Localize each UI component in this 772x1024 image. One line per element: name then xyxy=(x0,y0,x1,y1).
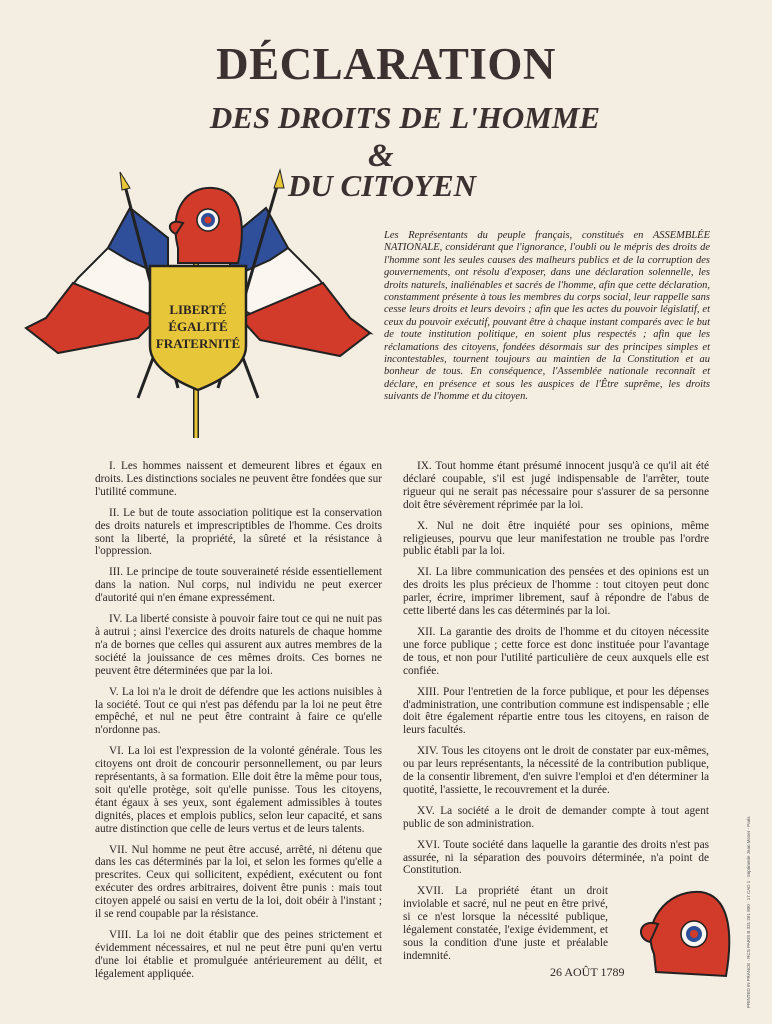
article-11: XI. La libre communication des pensées et des opinions est un des droits les plus précieux de l'homme : tout citoyen peut donc parler, écrire, imprimer librement, sauf à répondre de l'abus de cette liberté dans les cas déterminés par la loi. xyxy=(403,566,709,618)
shield-text-egalite: ÉGALITÉ xyxy=(168,319,228,334)
phrygian-cap-icon xyxy=(636,884,736,984)
article-13: XIII. Pour l'entretien de la force publique, et pour les dépenses d'administration, une contribution commune est indispensable ; elle doit être également répartie entre tous les citoyens, en raison de leurs facultés. xyxy=(403,685,709,737)
revolutionary-emblem xyxy=(18,168,378,448)
title-ampersand: & xyxy=(368,138,394,174)
article-8: VIII. La loi ne doit établir que des peines strictement et évidemment nécessaires, et nul ne peut être puni qu'en vertu d'une loi établie et promulguée antérieurement au délit, et légalement appliquée. xyxy=(95,929,382,980)
article-1: I. Les hommes naissent et demeurent libres et égaux en droits. Les distinctions sociales ne peuvent être fondées que sur l'utilité commune. xyxy=(95,460,382,498)
title-citoyen: DU CITOYEN xyxy=(288,168,477,203)
printer-note xyxy=(744,800,760,1010)
article-15: XV. La société a le droit de demander compte à tout agent public de son administration. xyxy=(403,804,709,830)
shield-text-fraternite: FRATERNITÉ xyxy=(155,336,241,351)
article-7: VII. Nul homme ne peut être accusé, arrêté, ni détenu que dans les cas déterminés par la loi, et selon les formes qu'elle a prescrites. Ceux qui sollicitent, expédient, exécutent ou font exécuter des ordres arbitraires, doivent être punis : mais tout citoyen appelé ou saisi en vertu de la loi, doit obéir à l'instant ; il se rend coupable par la résistance. xyxy=(95,843,382,921)
article-16: XVI. Toute société dans laquelle la garantie des droits n'est pas assurée, ni la séparation des pouvoirs déterminée, n'a point de Constitution. xyxy=(403,838,709,877)
article-6: VI. La loi est l'expression de la volonté générale. Tous les citoyens ont droit de concourir personnellement, ou par leurs représentants, à sa formation. Elle doit être la même pour tous, soit qu'elle protège, soit qu'elle punisse. Tous les citoyens, étant égaux à ses yeux, sont également admissibles à toutes dignités, places et emplois publics, selon leur capacité, et sans autre distinction que celle de leurs vertus et de leurs talents. xyxy=(95,745,382,835)
preamble: Les Représentants du peuple français, constitués en ASSEMBLÉE NATIONALE, considérant que l'ignorance, l'oubli ou le mépris des droits de l'homme sont les seules causes des malheurs publics et de la corruption des gouvernements, ont résolu d'exposer, dans une déclaration solennelle, les droits naturels, inaliénables et sacrés de l'homme, afin que cette déclaration, constamment présente à tous les membres du corps social, leur rappelle sans cesse leurs droits et leurs devoirs ; afin que les actes du pouvoir législatif, et ceux du pouvoir exécutif, pouvant être à chaque instant comparés avec le but de toute institution politique, en soient plus respectés ; afin que les réclamations des citoyens, fondées désormais sur des principes simples et incontestables, tournent toujours au maintien de la Constitution et au bonheur de tous. En conséquence, l'Assemblée nationale reconnaît et déclare, en présence et sous les auspices de l'Être suprême, les droits suivants de l'homme et du citoyen. xyxy=(384,230,710,403)
articles-left-column xyxy=(95,460,382,989)
article-14: XIV. Tous les citoyens ont le droit de constater par eux-mêmes, ou par leurs représentants, la nécessité de la contribution publique, de la consentir librement, d'en suivre l'emploi et d'en déterminer la quotité, l'assiette, le recouvrement et la durée. xyxy=(403,745,709,796)
title-droits-homme: DES DROITS DE L'HOMME xyxy=(209,100,601,135)
article-17: XVII. La propriété étant un droit inviolable et sacré, nul ne peut en être privé, si ce n'est lorsque la nécessité publique, légalement constatée, l'exige évidemment, et sous la condition d'une juste et préalable indemnité. xyxy=(403,885,608,962)
article-2: II. Le but de toute association politique est la conservation des droits naturels et imprescriptibles de l'homme. Ces droits sont la liberté, la propriété, la sûreté et la résistance à l'oppression. xyxy=(95,506,382,558)
article-4: IV. La liberté consiste à pouvoir faire tout ce qui ne nuit pas à autrui ; ainsi l'exercice des droits naturels de chaque homme n'a de bornes que celles qui assurent aux autres membres de la société la jouissance de ces mêmes droits. Ces bornes ne peuvent être déterminées que par la loi. xyxy=(95,613,382,677)
title-declaration: DÉCLARATION xyxy=(216,39,556,89)
article-9: IX. Tout homme étant présumé innocent jusqu'à ce qu'il ait été déclaré coupable, s'il est jugé indispensable de l'arrêter, toute rigueur qui ne serait pas nécessaire pour s'assurer de sa personne doit être sévèrement réprimée par la loi. xyxy=(403,460,709,511)
phrygian-cap-icon xyxy=(170,188,242,263)
article-5: V. La loi n'a le droit de défendre que les actions nuisibles à la société. Tout ce qui n'est pas défendu par la loi ne peut être empêché, et nul ne peut être contraint à faire ce qu'elle n'ordonne pas. xyxy=(95,685,382,737)
date: 26 AOÛT 1789 xyxy=(550,965,625,979)
article-12: XII. La garantie des droits de l'homme et du citoyen nécessite une force publique ; cette force est donc instituée pour l'avantage de tous, et non pour l'utilité particulière de ceux auxquels elle est confiée. xyxy=(403,625,709,677)
article-3: III. Le principe de toute souveraineté réside essentiellement dans la nation. Nul corps, nul individu ne peut exercer d'autorité qui n'en émane expressément. xyxy=(95,566,382,605)
printer-note-text: PRINTED IN FRANCE · RCS PARIS B 331 261 800 · 17 CAD 1 · Imprimerie Jean Moser - Paris xyxy=(746,816,751,1008)
article-10: X. Nul ne doit être inquiété pour ses opinions, même religieuses, pourvu que leur manifestation ne trouble pas l'ordre public établi par la loi. xyxy=(403,519,709,558)
shield-text-liberte: LIBERTÉ xyxy=(169,302,227,317)
